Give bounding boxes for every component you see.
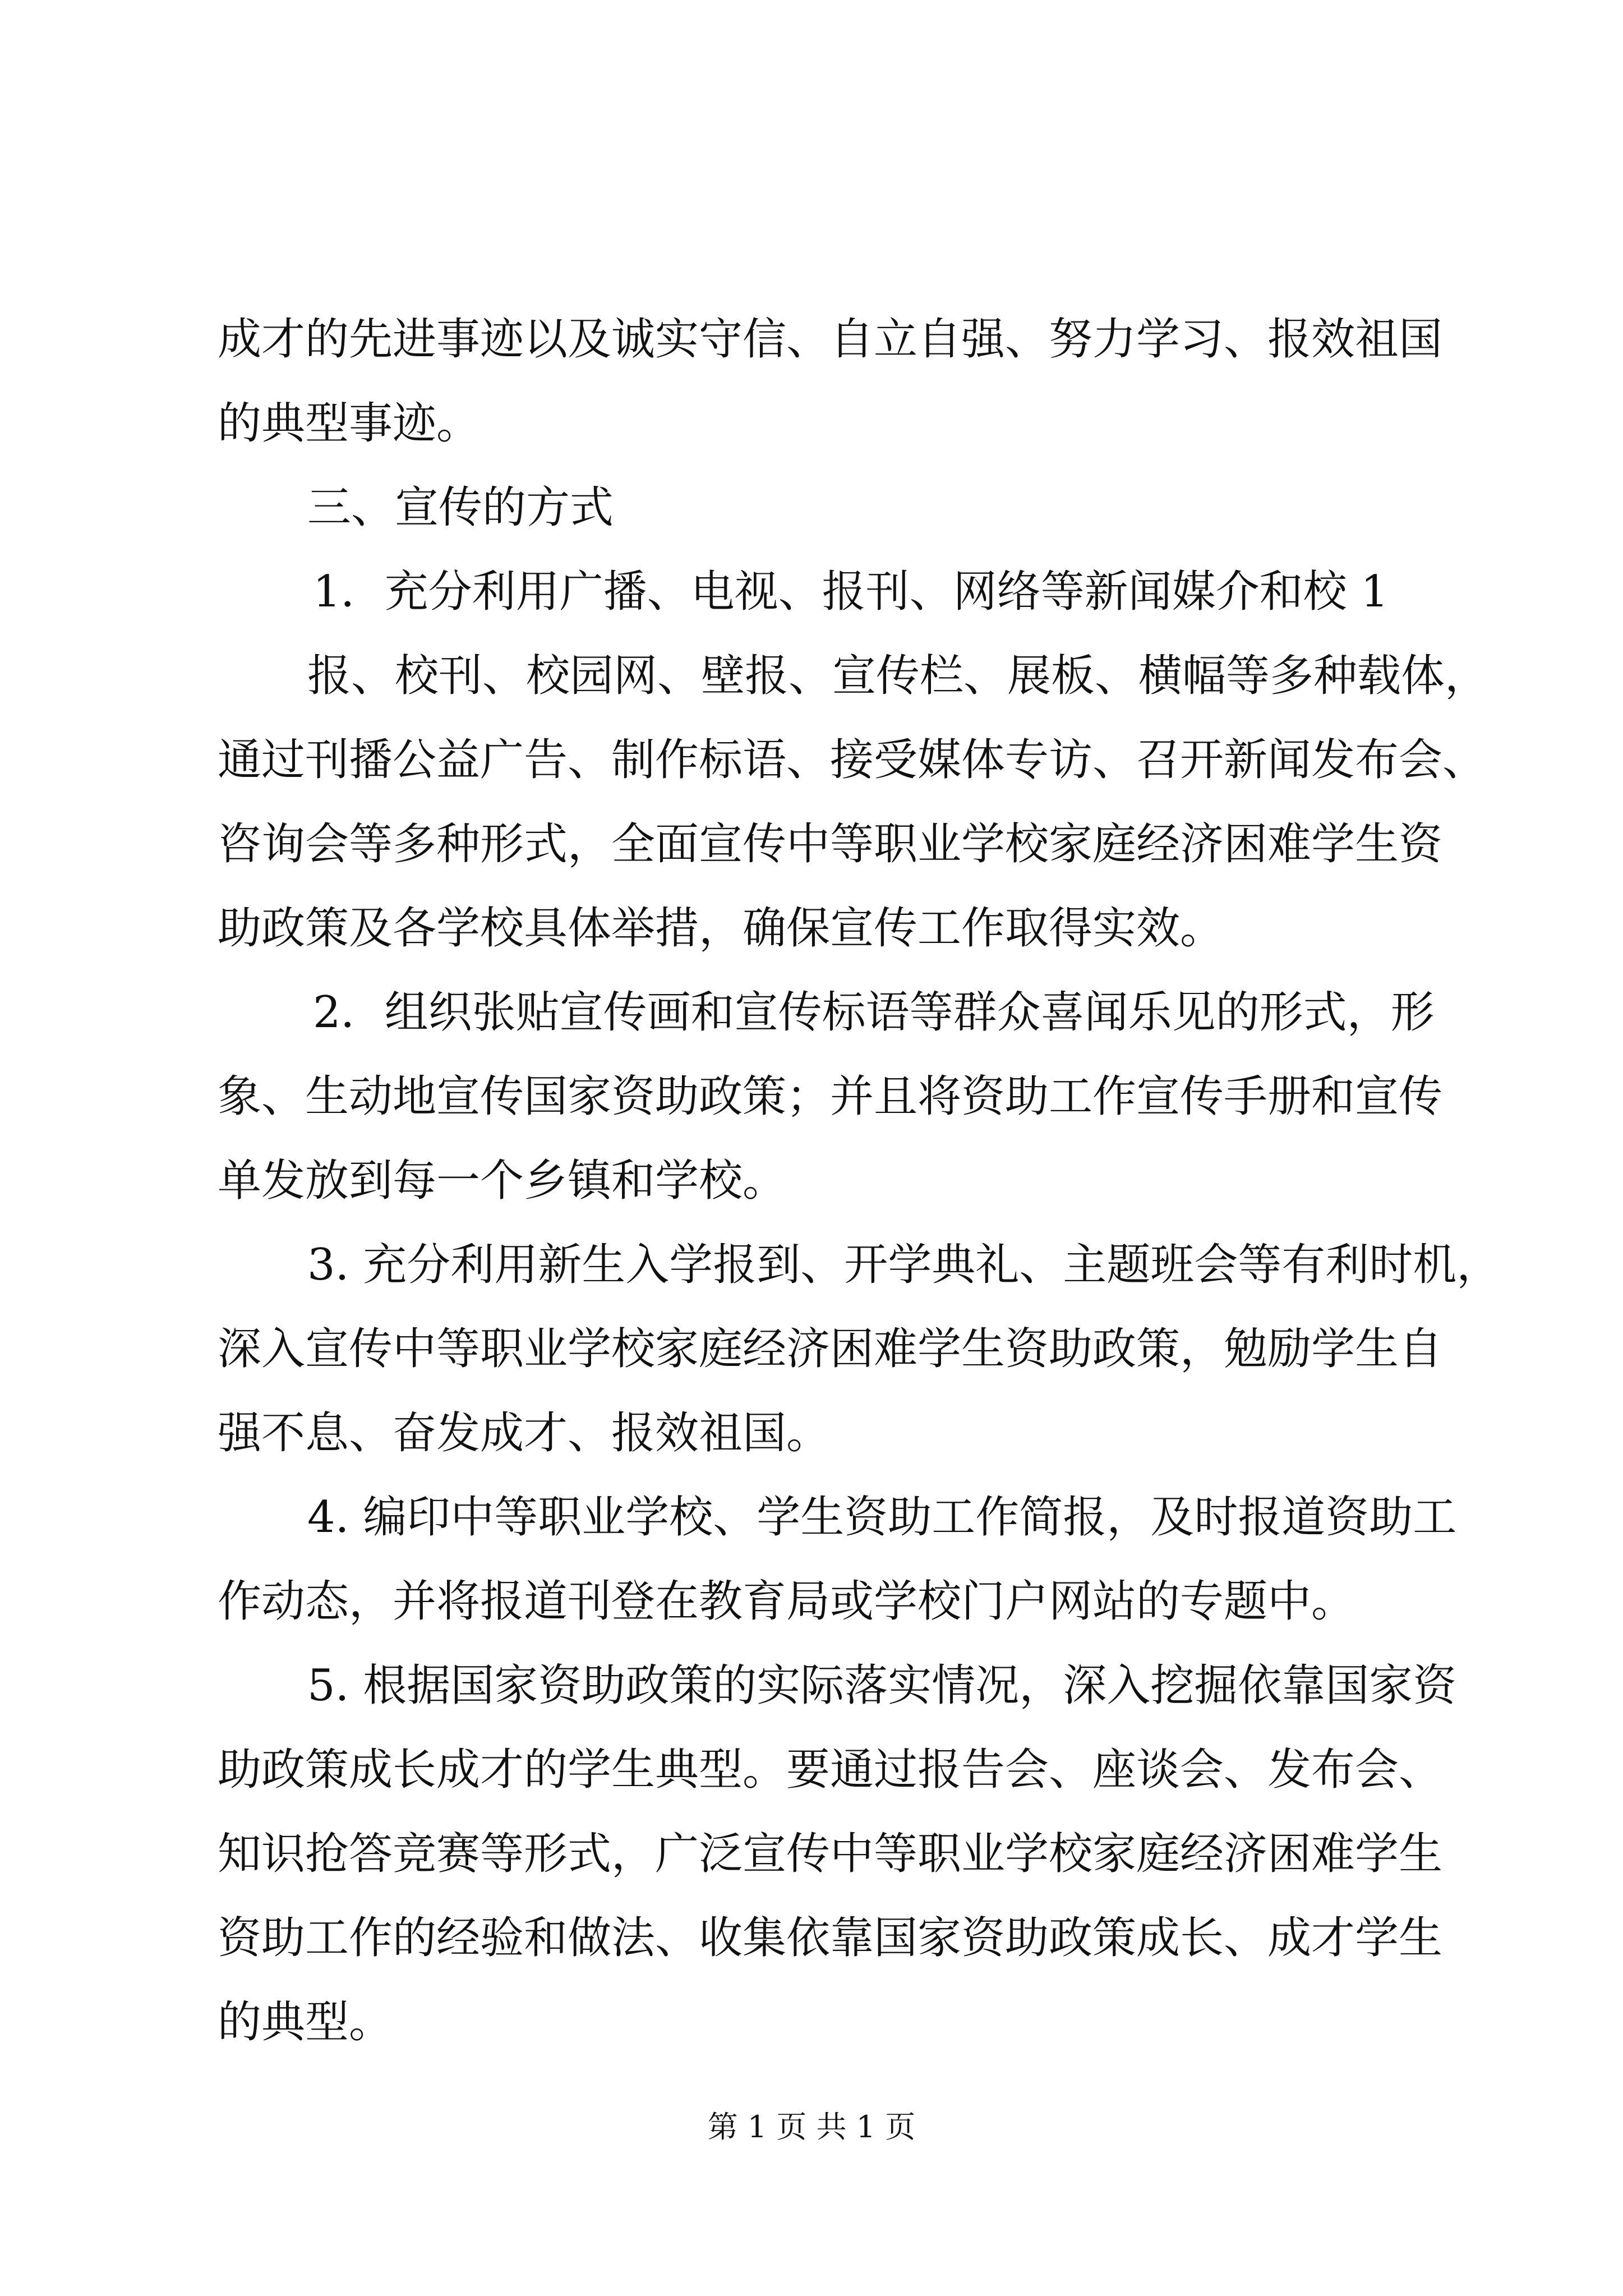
paragraph-line	[0, 1812, 1623, 1896]
paragraph-line	[0, 1055, 1623, 1139]
heading-text: 三、宣传的方式	[307, 482, 614, 533]
paragraph-line	[0, 1391, 1623, 1475]
line-text: 3. 充分利用新生入学报到、开学典礼、主题班会等有利时机，	[307, 1240, 1501, 1290]
page-footer: 第 1 页 共 1 页	[707, 2109, 916, 2145]
paragraph-line	[0, 802, 1623, 886]
section-heading	[0, 466, 1623, 550]
paragraph-line	[0, 634, 1623, 718]
paragraph-line	[0, 1307, 1623, 1391]
paragraph-line	[0, 297, 1623, 381]
paragraph-line	[0, 1139, 1623, 1223]
paragraph-line	[0, 970, 1623, 1055]
line-text: 深入宣传中等职业学校家庭经济困难学生资助政策，勉励学生自	[218, 1324, 1443, 1374]
line-text: 4. 编印中等职业学校、学生资助工作简报，及时报道资助工	[307, 1492, 1457, 1543]
line-text: 作动态，并将报道刊登在教育局或学校门户网站的专题中。	[218, 1576, 1355, 1627]
line-text: 象、生动地宣传国家资助政策；并且将资助工作宣传手册和宣传	[218, 1071, 1443, 1122]
line-text: 5. 根据国家资助政策的实际落实情况，深入挖掘依靠国家资	[307, 1660, 1457, 1711]
line-text: 成才的先进事迹以及诚实守信、自立自强、努力学习、报效祖国	[218, 314, 1443, 365]
paragraph-line	[0, 550, 1623, 634]
line-text: 的典型事迹。	[218, 398, 481, 449]
line-text: 的典型。	[218, 1997, 393, 2047]
paragraph-line	[0, 1728, 1623, 1812]
line-text: 资助工作的经验和做法、收集依靠国家资助政策成长、成才学生	[218, 1913, 1443, 1963]
line-text: 2．组织张贴宣传画和宣传标语等群众喜闻乐见的形式，形	[313, 987, 1435, 1038]
line-text: 报、校刊、校园网、壁报、宣传栏、展板、横幅等多种载体，	[307, 651, 1489, 701]
line-text: 1．充分利用广播、电视、报刊、网络等新闻媒介和校 1	[313, 567, 1389, 617]
line-text: 单发放到每一个乡镇和学校。	[218, 1156, 787, 1206]
paragraph-line	[0, 718, 1623, 802]
paragraph-line	[0, 1896, 1623, 1980]
paragraph-line	[0, 1644, 1623, 1728]
line-text: 通过刊播公益广告、制作标语、接受媒体专访、召开新闻发布会、	[218, 735, 1487, 785]
paragraph-line	[0, 886, 1623, 970]
paragraph-line	[0, 1223, 1623, 1307]
paragraph-line	[0, 1559, 1623, 1644]
paragraph-line	[0, 1475, 1623, 1559]
line-text: 知识抢答竞赛等形式，广泛宣传中等职业学校家庭经济困难学生	[218, 1829, 1443, 1879]
line-text: 助政策成长成才的学生典型。要通过报告会、座谈会、发布会、	[218, 1745, 1443, 1795]
line-text: 助政策及各学校具体举措，确保宣传工作取得实效。	[218, 903, 1224, 954]
paragraph-line	[0, 1980, 1623, 2064]
line-text: 强不息、奋发成才、报效祖国。	[218, 1408, 831, 1458]
line-text: 咨询会等多种形式，全面宣传中等职业学校家庭经济困难学生资	[218, 819, 1443, 869]
paragraph-line	[0, 381, 1623, 466]
